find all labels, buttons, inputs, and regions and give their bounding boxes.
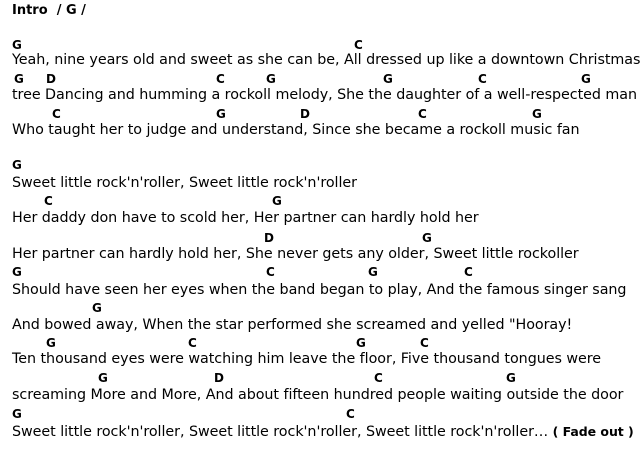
chord: C: [374, 371, 383, 385]
chord: G: [506, 371, 516, 385]
chord: G: [422, 231, 432, 245]
chord: D: [214, 371, 224, 385]
lyric-line: Should have seen her eyes when the band began to play, And the famous singer sang: [12, 282, 627, 298]
lyric-text: Sweet little rock'n'roller, Sweet little rock'n'roller, Sweet little rock'n'roller…: [12, 424, 549, 440]
fade-out-note: ( Fade out ): [552, 424, 634, 439]
chord: D: [300, 107, 310, 121]
final-lyric-line: [12, 424, 634, 440]
chord: G: [216, 107, 226, 121]
lyric-line: Her daddy don have to scold her, Her partner can hardly hold her: [12, 210, 479, 226]
lyric-line: Ten thousand eyes were watching him leave the floor, Five thousand tongues were: [12, 351, 602, 367]
chord: G: [92, 301, 102, 315]
chord: D: [46, 72, 56, 86]
chord: G: [14, 72, 24, 86]
chord: G: [12, 407, 22, 421]
lyric-line: Who taught her to judge and understand, Since she became a rockoll music fan: [12, 122, 580, 138]
chord: C: [346, 407, 355, 421]
chord: G: [532, 107, 542, 121]
lyric-line: tree Dancing and humming a rockoll melody, She the daughter of a well-respected man: [12, 87, 637, 103]
chord: C: [420, 336, 429, 350]
lyric-line: Sweet little rock'n'roller, Sweet little rock'n'roller: [12, 175, 357, 191]
chord: C: [354, 38, 363, 52]
chord: C: [478, 72, 487, 86]
chord: G: [581, 72, 591, 86]
chord: G: [12, 265, 22, 279]
chord: C: [52, 107, 61, 121]
chord: G: [383, 72, 393, 86]
lyric-line: And bowed away, When the star performed she screamed and yelled "Hooray!: [12, 317, 573, 333]
lyric-line: screaming More and More, And about fifteen hundred people waiting outside the door: [12, 387, 624, 403]
lyric-line: Yeah, nine years old and sweet as she can be, All dressed up like a downtown Christmas: [12, 52, 640, 68]
chord: G: [272, 194, 282, 208]
lyric-line: Her partner can hardly hold her, She never gets any older, Sweet little rockoller: [12, 246, 579, 262]
chord: G: [46, 336, 56, 350]
chord: G: [356, 336, 366, 350]
chord: C: [464, 265, 473, 279]
chord: C: [418, 107, 427, 121]
chord: C: [266, 265, 275, 279]
chord: G: [12, 158, 22, 172]
chord: C: [44, 194, 53, 208]
intro-line: Intro / G /: [12, 3, 86, 18]
chord: G: [98, 371, 108, 385]
chord: C: [188, 336, 197, 350]
chord: G: [368, 265, 378, 279]
chord: C: [216, 72, 225, 86]
chord: G: [12, 38, 22, 52]
chord: G: [266, 72, 276, 86]
chord: D: [264, 231, 274, 245]
